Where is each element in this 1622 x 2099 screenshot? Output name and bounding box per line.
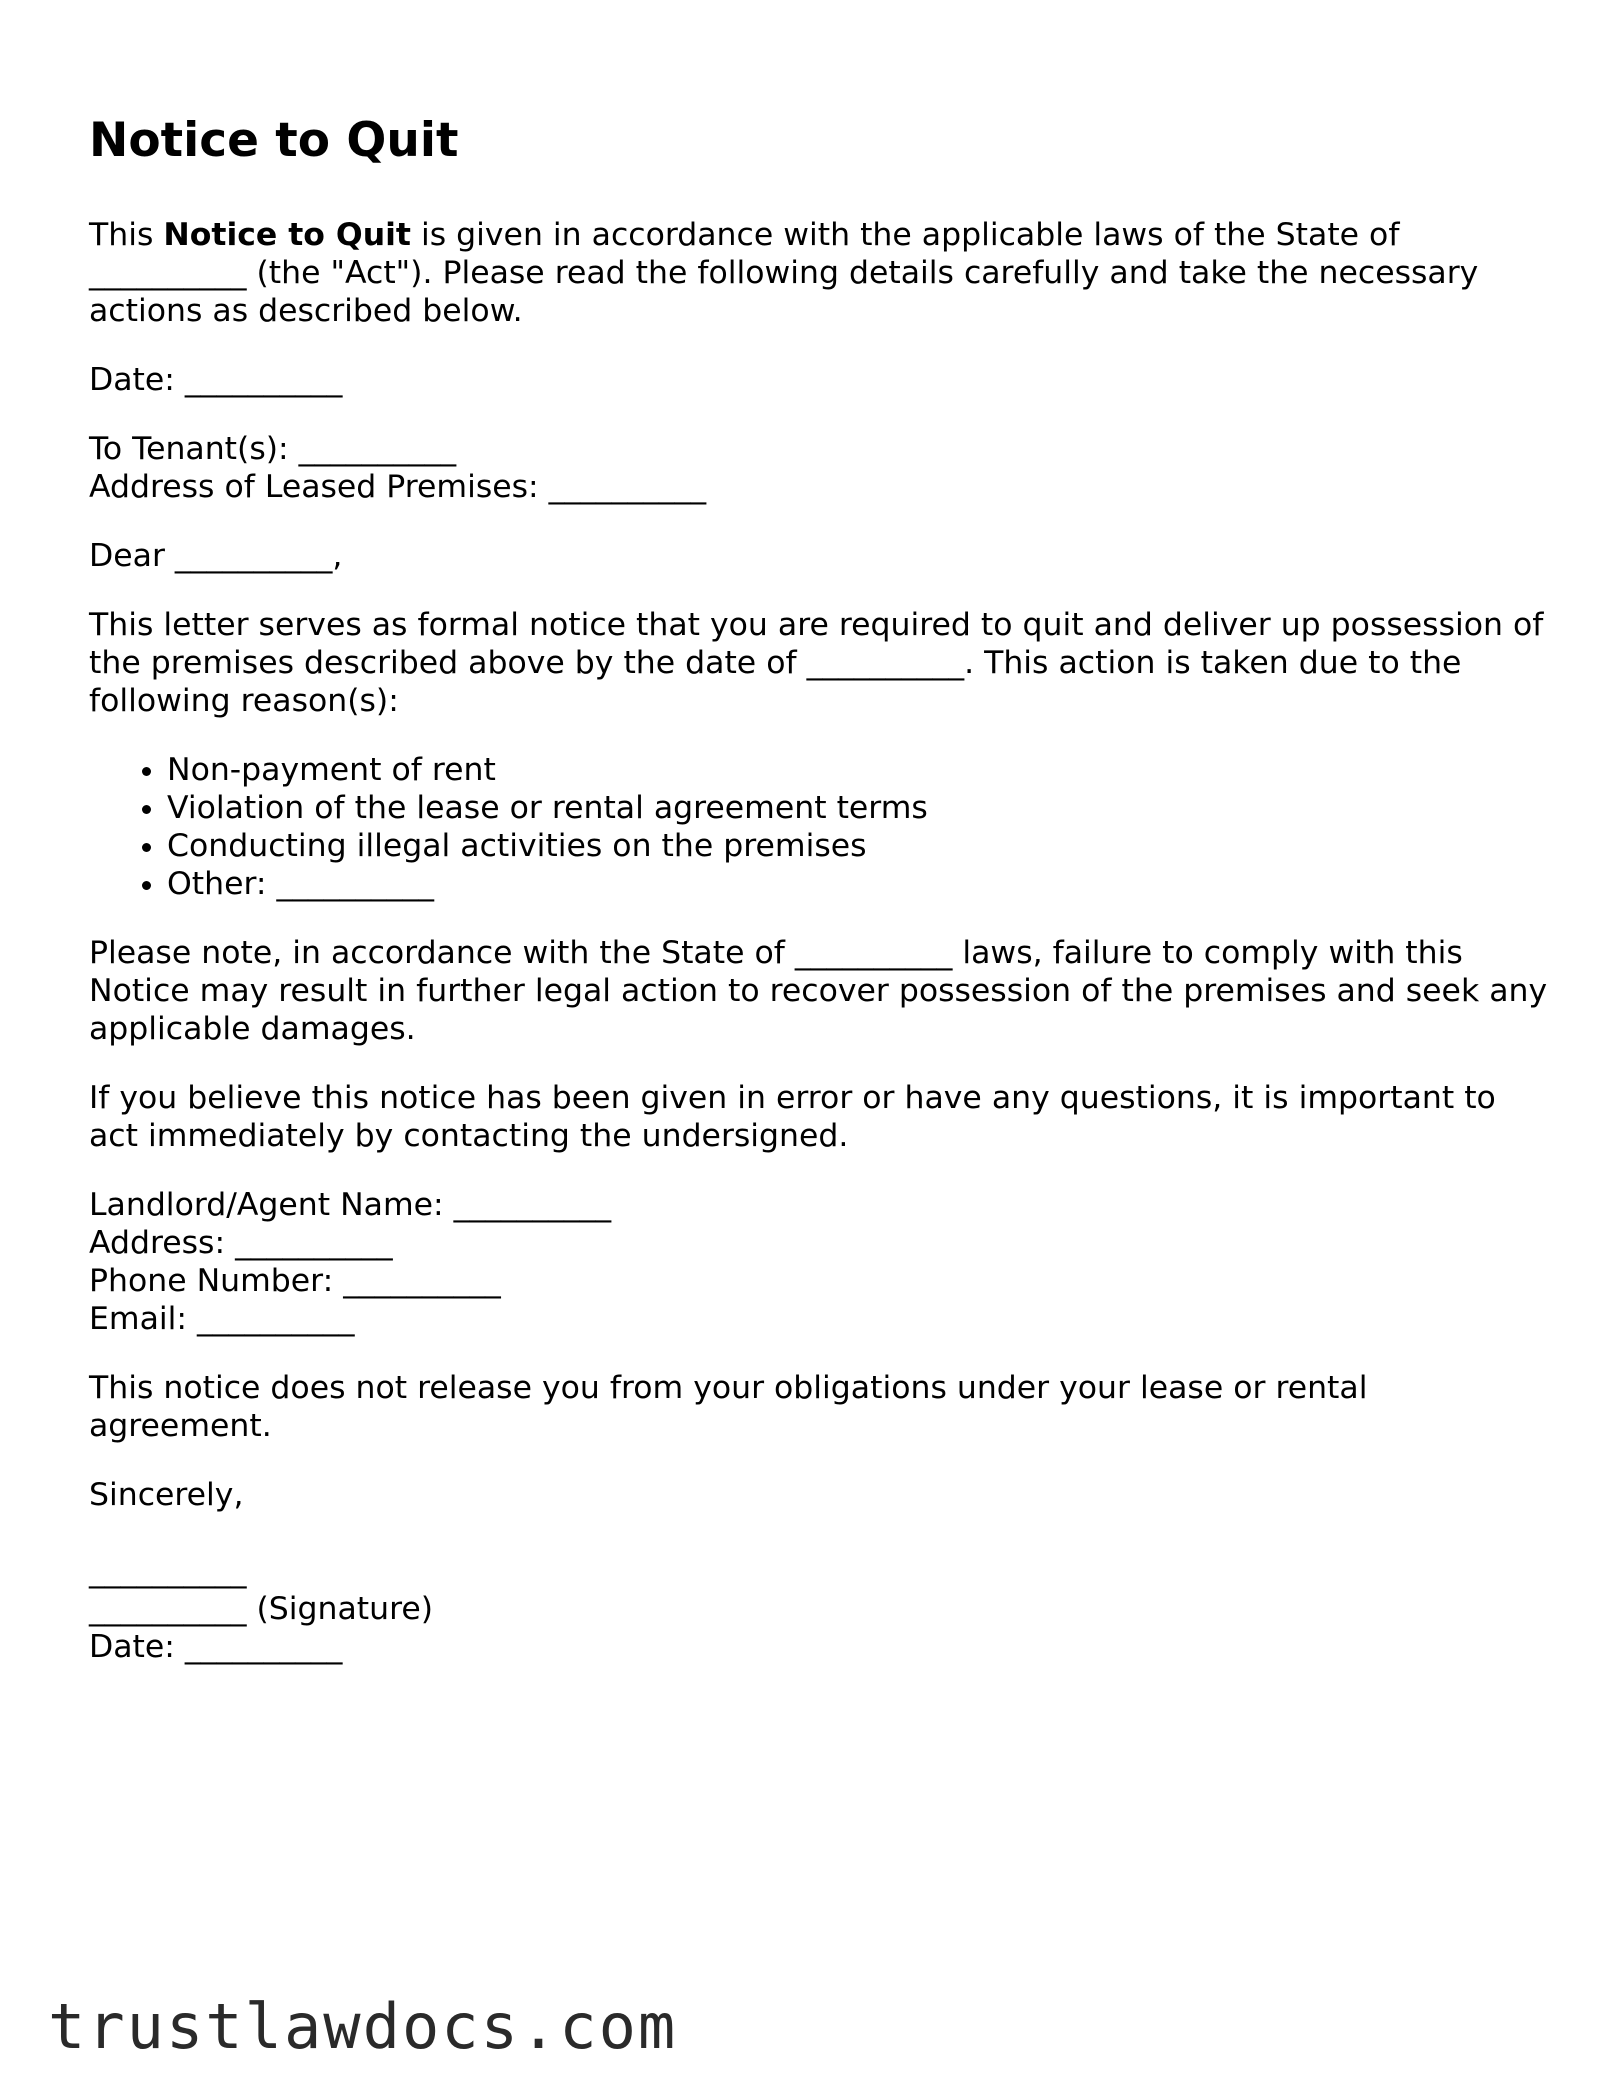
intro-lead: This bbox=[89, 217, 164, 253]
obligations-paragraph: This notice does not release you from your obligations under your lease or rental agreement. bbox=[89, 1370, 1368, 1444]
watermark: trustlawdocs.com bbox=[48, 1990, 678, 2063]
page-title: Notice to Quit bbox=[89, 113, 459, 168]
contact-name: Landlord/Agent Name: __________ bbox=[89, 1187, 612, 1223]
contact-block bbox=[89, 1186, 1549, 1338]
list-item: • Violation of the lease or rental agreement terms bbox=[167, 789, 1549, 827]
signature-blank: __________ bbox=[89, 1553, 247, 1589]
reasons-list bbox=[89, 751, 1549, 903]
contact-phone: Phone Number: __________ bbox=[89, 1263, 501, 1299]
list-item: • Non-payment of rent bbox=[167, 751, 1549, 789]
list-item: • Other: __________ bbox=[167, 865, 1549, 903]
document-page bbox=[89, 108, 1549, 1666]
intro-rest: is given in accordance with the applicable laws of the State of __________ (the "Act"). Please read the following details carefully and take the necessary actions as described below. bbox=[89, 217, 1479, 329]
error-paragraph: If you believe this notice has been given in error or have any questions, it is important to act immediately by contacting the undersigned. bbox=[89, 1080, 1496, 1154]
list-item: • Conducting illegal activities on the premises bbox=[167, 827, 1549, 865]
address-line: Address of Leased Premises: __________ bbox=[89, 469, 707, 505]
notice-paragraph: This letter serves as formal notice that you are required to quit and deliver up possession of the premises described above by the date of __________. This action is taken due to the following reason(s): bbox=[89, 607, 1544, 719]
signature-date: Date: __________ bbox=[89, 1629, 343, 1665]
date-line: Date: __________ bbox=[89, 362, 343, 398]
signature-block bbox=[89, 1552, 1549, 1666]
legal-paragraph: Please note, in accordance with the State of __________ laws, failure to comply with this Notice may result in further legal action to recover possession of the premises and seek any applicable damages. bbox=[89, 935, 1548, 1047]
contact-email: Email: __________ bbox=[89, 1301, 355, 1337]
salutation: Dear __________, bbox=[89, 538, 343, 574]
signature-line: __________ (Signature) bbox=[89, 1591, 434, 1627]
tenant-line: To Tenant(s): __________ bbox=[89, 431, 457, 467]
intro-paragraph bbox=[89, 216, 1549, 330]
closing: Sincerely, bbox=[89, 1477, 244, 1513]
intro-bold: Notice to Quit bbox=[163, 217, 411, 253]
contact-address: Address: __________ bbox=[89, 1225, 393, 1261]
